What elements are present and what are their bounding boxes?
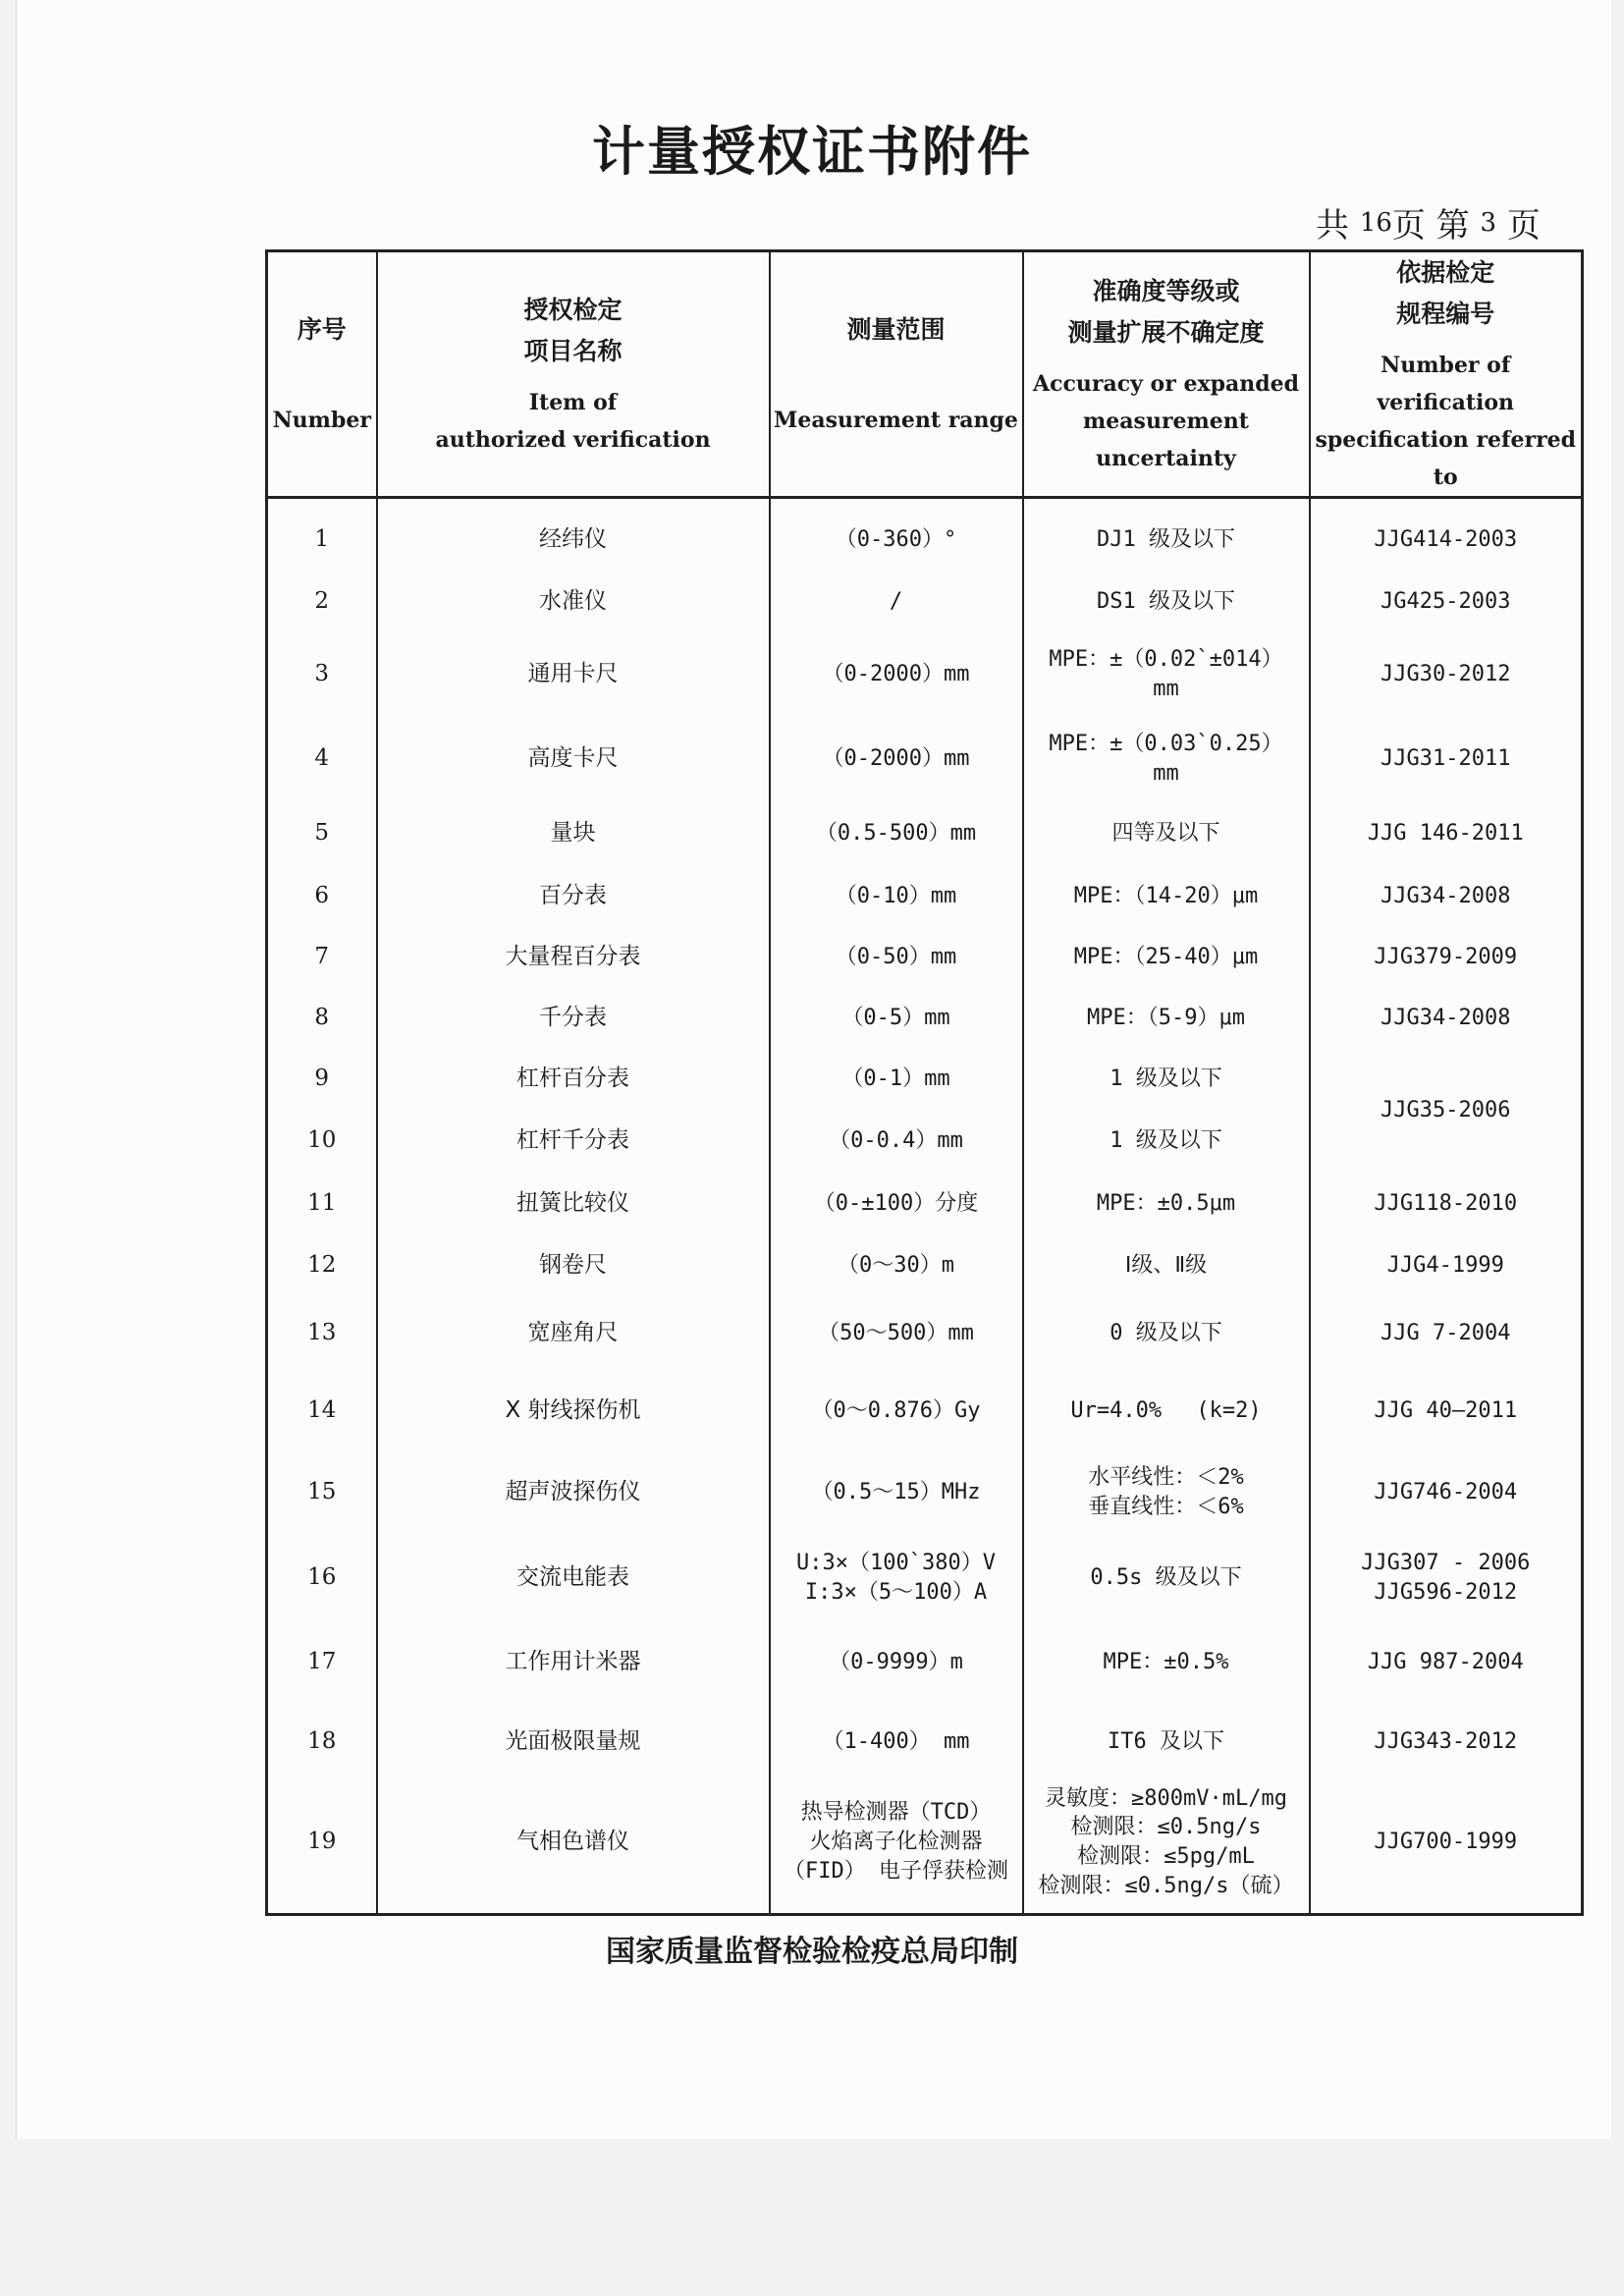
row-number: 18: [267, 1703, 377, 1781]
spacer-cell: [377, 1903, 770, 1915]
spec-number: [1310, 632, 1583, 717]
measurement-range: [770, 866, 1023, 927]
item-name: 水准仪: [377, 572, 770, 632]
document-title: 计量授权证书附件: [592, 120, 1032, 183]
measurement-range-line: （0-9999）m: [829, 1650, 963, 1675]
item-name: 高度卡尺: [377, 717, 770, 801]
header-item-en: Item of: [528, 390, 618, 415]
header-spec-en: specification referred to: [1315, 427, 1577, 490]
table-row: [267, 1296, 1583, 1371]
measurement-range-line: （0-10）mm: [835, 884, 957, 909]
spec-number-line: JJG700-1999: [1374, 1830, 1518, 1855]
accuracy-line: 检测限：≤0.5ng/s: [1070, 1815, 1262, 1840]
item-name: 扭簧比较仪: [377, 1173, 770, 1235]
spec-number-line: JJG379-2009: [1374, 945, 1518, 970]
spec-number: [1310, 1451, 1583, 1534]
spacer-cell: [1023, 498, 1310, 510]
spec-number: [1310, 1371, 1583, 1451]
spec-number: [1310, 927, 1583, 988]
item-name: 超声波探伤仪: [377, 1451, 770, 1534]
measurement-range: [770, 1173, 1023, 1235]
header-range-en: Measurement range: [774, 408, 1018, 433]
row-number: 16: [267, 1534, 377, 1622]
measurement-range-line: 火焰离子化检测器: [809, 1830, 983, 1855]
accuracy: [1023, 988, 1310, 1049]
spec-number-line: JJG 987-2004: [1367, 1650, 1524, 1675]
header-item-zh: 授权检定: [523, 296, 623, 324]
row-number: 1: [267, 509, 377, 572]
measurement-range: [770, 632, 1023, 717]
table-row: [267, 1371, 1583, 1451]
spec-number: [1310, 1534, 1583, 1622]
accuracy-line: 灵敏度：≥800mV·mL/mg: [1045, 1785, 1287, 1811]
table-row: [267, 1622, 1583, 1703]
accuracy: [1023, 509, 1310, 572]
table-spacer-row: [267, 1903, 1583, 1915]
page-current-prefix: 第: [1435, 206, 1470, 246]
spec-number: [1310, 988, 1583, 1049]
spec-number-line: JJG414-2003: [1374, 527, 1518, 553]
accuracy-line: mm: [1153, 677, 1179, 701]
measurement-range: [770, 1296, 1023, 1371]
table-row: [267, 1235, 1583, 1296]
measurement-range-line: （0-1）mm: [841, 1066, 950, 1092]
item-name: 量块: [377, 801, 770, 866]
accuracy-line: IT6 及以下: [1108, 1729, 1224, 1755]
spec-number: [1310, 1622, 1583, 1703]
measurement-range: [770, 509, 1023, 572]
measurement-range: [770, 1703, 1023, 1781]
accuracy-line: Ⅰ级、Ⅱ级: [1124, 1253, 1208, 1279]
measurement-range-line: 热导检测器（TCD）: [800, 1800, 992, 1826]
row-number: 14: [267, 1371, 377, 1451]
page-total-unit: 页: [1391, 206, 1426, 246]
accuracy: [1023, 1534, 1310, 1622]
row-number: 2: [267, 572, 377, 632]
accuracy-line: 0 级及以下: [1110, 1321, 1222, 1346]
header-item: [377, 251, 770, 498]
measurement-range-line: （0-0.4）mm: [829, 1128, 963, 1154]
accuracy: [1023, 1049, 1310, 1110]
accuracy-line: Ur=4.0% (k=2): [1070, 1398, 1262, 1424]
row-number: 9: [267, 1049, 377, 1110]
item-name: 工作用计米器: [377, 1622, 770, 1703]
row-number: 11: [267, 1173, 377, 1235]
accuracy-line: MPE：±（0.03`0.25）: [1049, 732, 1283, 757]
item-name: 百分表: [377, 866, 770, 927]
accuracy: [1023, 572, 1310, 632]
table-row: [267, 572, 1583, 632]
spec-number-line: JJG343-2012: [1374, 1729, 1518, 1755]
table-header-row: [267, 251, 1583, 498]
measurement-range: [770, 717, 1023, 801]
accuracy-line: 垂直线性：＜6%: [1088, 1495, 1244, 1519]
measurement-range: [770, 927, 1023, 988]
header-accuracy-en: measurement uncertainty: [1083, 409, 1249, 471]
header-item-zh: 项目名称: [523, 337, 623, 365]
accuracy-line: 检测限：≤5pg/mL: [1077, 1844, 1255, 1869]
spacer-cell: [770, 1903, 1023, 1915]
row-number: 3: [267, 632, 377, 717]
measurement-range-line: （0-5）mm: [841, 1006, 950, 1031]
accuracy-line: 1 级及以下: [1110, 1128, 1222, 1154]
item-name: 气相色谱仪: [377, 1781, 770, 1903]
measurement-range: [770, 801, 1023, 866]
accuracy: [1023, 1110, 1310, 1173]
measurement-range-line: U:3×（100`380）V: [796, 1551, 996, 1576]
item-name: 钢卷尺: [377, 1235, 770, 1296]
spec-number-line: JJG 146-2011: [1367, 821, 1524, 847]
row-number: 15: [267, 1451, 377, 1534]
spec-number: [1310, 1296, 1583, 1371]
page-total-prefix: 共: [1316, 206, 1349, 246]
measurement-range: [770, 572, 1023, 632]
accuracy-line: MPE：±0.5%: [1103, 1650, 1229, 1675]
spacer-cell: [267, 1903, 377, 1915]
measurement-range: [770, 1049, 1023, 1110]
spec-number-line: JJG4-1999: [1386, 1253, 1504, 1279]
accuracy-line: 四等及以下: [1111, 821, 1220, 847]
header-number-en: Number: [272, 408, 371, 433]
row-number: 7: [267, 927, 377, 988]
accuracy-line: MPE：±（0.02`±014）: [1049, 647, 1283, 673]
spacer-cell: [267, 498, 377, 510]
header-spec-zh: 依据检定: [1396, 258, 1495, 287]
measurement-range-line: /: [889, 589, 903, 615]
measurement-range: [770, 988, 1023, 1049]
spec-number-line: JJG307 - 2006: [1361, 1551, 1531, 1576]
accuracy: [1023, 1371, 1310, 1451]
measurement-range-line: （0-±100）分度: [813, 1191, 979, 1217]
measurement-range-line: （0-50）mm: [835, 945, 957, 970]
header-spec-zh: 规程编号: [1396, 300, 1495, 328]
row-number: 13: [267, 1296, 377, 1371]
measurement-range: [770, 1235, 1023, 1296]
header-accuracy-zh: 测量扩展不确定度: [1067, 318, 1265, 347]
table-row: [267, 988, 1583, 1049]
table-row: [267, 927, 1583, 988]
measurement-range: [770, 1781, 1023, 1903]
spec-number: [1310, 1049, 1583, 1173]
item-name: 宽座角尺: [377, 1296, 770, 1371]
spec-number: [1310, 1173, 1583, 1235]
measurement-range-line: （50～500）mm: [818, 1321, 974, 1346]
accuracy: [1023, 1622, 1310, 1703]
measurement-range-line: （0-2000）mm: [822, 662, 970, 687]
measurement-range-line: （0～0.876）Gy: [811, 1398, 981, 1424]
accuracy-line: MPE：（14-20）μm: [1073, 884, 1259, 909]
item-name: 千分表: [377, 988, 770, 1049]
table-body: [267, 498, 1583, 1915]
accuracy: [1023, 927, 1310, 988]
measurement-range-line: （0-360）°: [835, 527, 957, 553]
header-accuracy-zh: 准确度等级或: [1092, 277, 1240, 305]
accuracy: [1023, 1781, 1310, 1903]
spacer-cell: [1023, 1903, 1310, 1915]
table-row: [267, 1049, 1583, 1110]
accuracy-line: DS1 级及以下: [1097, 589, 1235, 615]
accuracy: [1023, 801, 1310, 866]
item-name: 杠杆百分表: [377, 1049, 770, 1110]
table-row: [267, 801, 1583, 866]
measurement-range-line: （0.5-500）mm: [815, 821, 977, 847]
accuracy: [1023, 1235, 1310, 1296]
spec-number-line: JJG 40—2011: [1374, 1398, 1518, 1424]
spacer-cell: [1310, 1903, 1583, 1915]
accuracy-line: MPE：±0.5μm: [1096, 1191, 1236, 1217]
row-number: 6: [267, 866, 377, 927]
spec-number-line: JG425-2003: [1380, 589, 1511, 615]
item-name: 通用卡尺: [377, 632, 770, 717]
accuracy-line: MPE：（25-40）μm: [1073, 945, 1259, 970]
header-number-zh: 序号: [297, 315, 347, 344]
row-number: 19: [267, 1781, 377, 1903]
accuracy-line: DJ1 级及以下: [1097, 527, 1235, 553]
spec-number-line: JJG30-2012: [1380, 662, 1511, 687]
accuracy: [1023, 632, 1310, 717]
spec-number: [1310, 717, 1583, 801]
spec-number: [1310, 509, 1583, 572]
header-number: [267, 251, 377, 498]
measurement-range-line: （FID） 电子俘获检测: [784, 1858, 1008, 1884]
item-name: X 射线探伤机: [377, 1371, 770, 1451]
accuracy: [1023, 1703, 1310, 1781]
accuracy-line: 水平线性：＜2%: [1088, 1465, 1244, 1491]
table-row: [267, 1781, 1583, 1903]
accuracy-line: 0.5s 级及以下: [1090, 1565, 1242, 1591]
spec-number-line: JJG31-2011: [1380, 746, 1511, 772]
measurement-range: [770, 1622, 1023, 1703]
accuracy: [1023, 1173, 1310, 1235]
spec-number-line: JJG34-2008: [1380, 884, 1511, 909]
table-spacer-row: [267, 498, 1583, 510]
header-spec: [1310, 251, 1583, 498]
table-row: [267, 509, 1583, 572]
row-number: 10: [267, 1110, 377, 1173]
accuracy-line: 检测限：≤0.5ng/s（硫）: [1038, 1873, 1294, 1898]
spec-number: [1310, 1781, 1583, 1903]
spec-number-line: JJG118-2010: [1374, 1191, 1518, 1217]
measurement-range-line: （0-2000）mm: [822, 746, 970, 772]
accuracy-line: 1 级及以下: [1110, 1066, 1222, 1092]
row-number: 5: [267, 801, 377, 866]
page-current: 3: [1480, 208, 1497, 238]
header-accuracy-en: Accuracy or expanded: [1033, 371, 1299, 397]
row-number: 12: [267, 1235, 377, 1296]
accuracy: [1023, 866, 1310, 927]
table-row: [267, 632, 1583, 717]
authorization-table: [265, 249, 1584, 1916]
item-name: 经纬仪: [377, 509, 770, 572]
spec-number-line: JJG34-2008: [1380, 1006, 1511, 1031]
header-accuracy: [1023, 251, 1310, 498]
row-number: 4: [267, 717, 377, 801]
table-row: [267, 1534, 1583, 1622]
measurement-range: [770, 1110, 1023, 1173]
spec-number-line: JJG 7-2004: [1380, 1321, 1511, 1346]
accuracy-line: mm: [1153, 761, 1179, 786]
spacer-cell: [770, 498, 1023, 510]
measurement-range: [770, 1451, 1023, 1534]
spacer-cell: [377, 498, 770, 510]
item-name: 交流电能表: [377, 1534, 770, 1622]
page-count: [1316, 198, 1541, 246]
header-item-en: authorized verification: [435, 427, 711, 453]
spec-number-line: JJG746-2004: [1374, 1480, 1518, 1505]
measurement-range: [770, 1534, 1023, 1622]
table-row: [267, 866, 1583, 927]
header-spec-en: Number of verification: [1377, 353, 1515, 415]
measurement-range-line: I:3×（5～100）A: [804, 1580, 988, 1605]
issuer-footer: 国家质量监督检验检疫总局印制: [606, 1935, 1018, 1969]
accuracy: [1023, 1451, 1310, 1534]
accuracy: [1023, 1296, 1310, 1371]
spacer-cell: [1310, 498, 1583, 510]
page-total: 16: [1359, 208, 1392, 238]
spec-number: [1310, 866, 1583, 927]
item-name: 光面极限量规: [377, 1703, 770, 1781]
spec-number: [1310, 1703, 1583, 1781]
table-row: [267, 1451, 1583, 1534]
table-row: [267, 717, 1583, 801]
spec-number: [1310, 801, 1583, 866]
row-number: 8: [267, 988, 377, 1049]
measurement-range-line: （0.5～15）MHz: [811, 1480, 981, 1505]
spec-number: [1310, 572, 1583, 632]
table-row: [267, 1173, 1583, 1235]
accuracy-line: MPE：（5-9）μm: [1087, 1006, 1245, 1031]
header-range-zh: 测量范围: [846, 315, 946, 344]
item-name: 大量程百分表: [377, 927, 770, 988]
measurement-range-line: （1-400） mm: [822, 1729, 970, 1755]
row-number: 17: [267, 1622, 377, 1703]
page-current-suffix: 页: [1506, 206, 1541, 246]
item-name: 杠杆千分表: [377, 1110, 770, 1173]
table-row: [267, 1703, 1583, 1781]
spec-number-line: JJG596-2012: [1374, 1580, 1518, 1605]
accuracy: [1023, 717, 1310, 801]
header-range: [770, 251, 1023, 498]
measurement-range: [770, 1371, 1023, 1451]
spec-number: [1310, 1235, 1583, 1296]
measurement-range-line: （0～30）m: [838, 1253, 954, 1279]
spec-number-line: JJG35-2006: [1380, 1098, 1511, 1123]
